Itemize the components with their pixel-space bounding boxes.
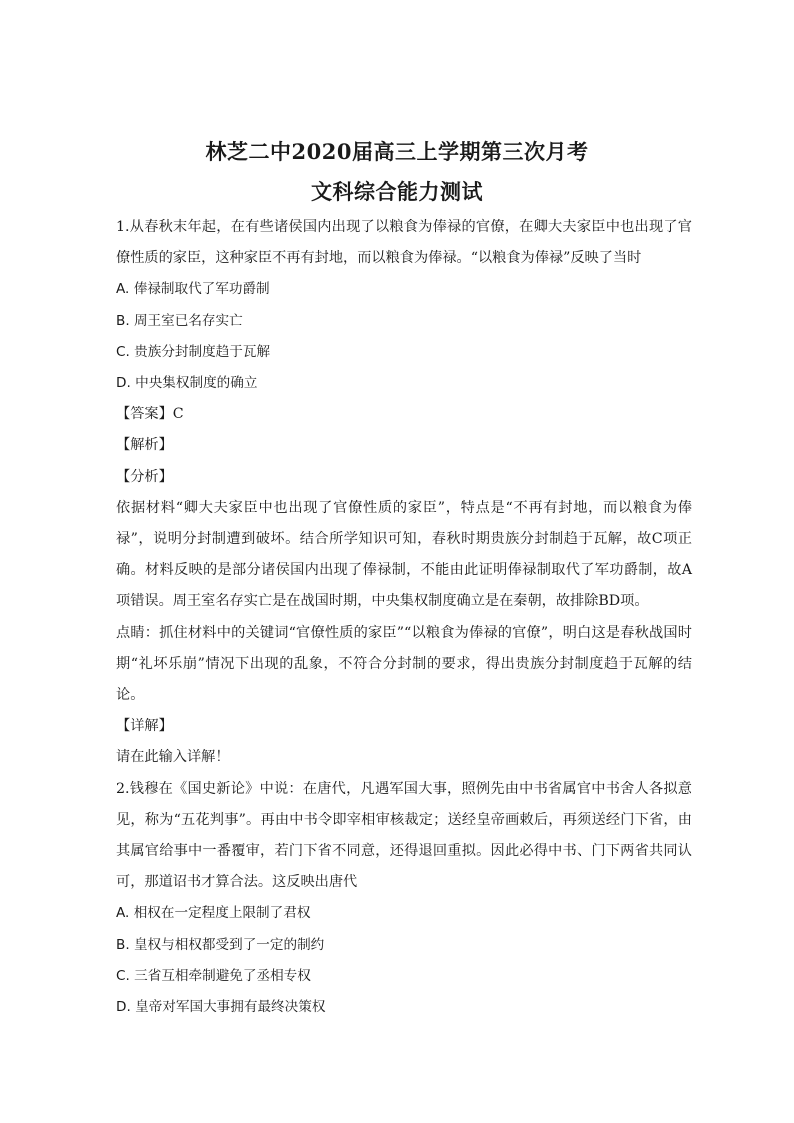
question-2-option-c: C. 三省互相牵制避免了丞相专权 xyxy=(116,967,311,984)
question-1-option-c: C. 贵族分封制度趋于瓦解 xyxy=(116,343,271,360)
detail-heading: 【详解】 xyxy=(116,718,173,735)
document-body xyxy=(116,212,692,1023)
question-1-option-d: D. 中央集权制度的确立 xyxy=(116,375,258,392)
question-2-stem: 2.钱穆在《国史新论》中说：在唐代，凡遇军国大事，照例先由中书省属官中书舍人各拟意见，称为“五花判事”。再由中书令即宰相审核裁定；送经皇帝画敕后，再须送经门下省，由其属官给事中一番覆审，若门下省不同意，还得退回重拟。因此必得中书、门下两省共同认可，那道诏书才算合法。这反映出唐代 xyxy=(116,780,692,891)
detail-text: 请在此输入详解！ xyxy=(116,749,230,766)
fenxi-heading: 【分析】 xyxy=(116,468,173,485)
question-1-stem: 1.从春秋末年起，在有些诸侯国内出现了以粮食为俸禄的官僚，在卿大夫家臣中也出现了官僚性质的家臣，这种家臣不再有封地，而以粮食为俸禄。“以粮食为俸禄”反映了当时 xyxy=(116,219,692,267)
exam-subtitle: 文科综合能力测试 xyxy=(311,179,483,204)
question-2-option-b: B. 皇权与相权都受到了一定的制约 xyxy=(116,936,325,953)
question-2-option-d: D. 皇帝对军国大事拥有最终决策权 xyxy=(116,999,326,1016)
dianjing-text: 点睛：抓住材料中的关键词“官僚性质的家臣”“以粮食为俸禄的官僚”，明白这是春秋战国时期“礼坏乐崩”情况下出现的乱象，不符合分封制的要求，得出贵族分封制度趋于瓦解的结论。 xyxy=(116,624,692,704)
analysis-text: 依据材料“卿大夫家臣中也出现了官僚性质的家臣”，特点是“不再有封地，而以粮食为俸禄”，说明分封制遭到破坏。结合所学知识可知，春秋时期贵族分封制趋于瓦解，故C项正确。材料反映的是部分诸侯国内出现了俸禄制，不能由此证明俸禄制取代了军功爵制，故A项错误。周王室名存实亡是在战国时期，中央集权制度确立是在秦朝，故排除BD项。 xyxy=(116,499,692,610)
question-1-option-a: A. 俸禄制取代了军功爵制 xyxy=(116,281,270,298)
question-1-option-b: B. 周王室已名存实亡 xyxy=(116,312,243,329)
exam-title: 林芝二中2020届高三上学期第三次月考 xyxy=(205,139,589,164)
answer-line: 【答案】C xyxy=(116,406,184,423)
question-2-option-a: A. 相权在一定程度上限制了君权 xyxy=(116,905,311,922)
analysis-heading: 【解析】 xyxy=(116,437,173,454)
